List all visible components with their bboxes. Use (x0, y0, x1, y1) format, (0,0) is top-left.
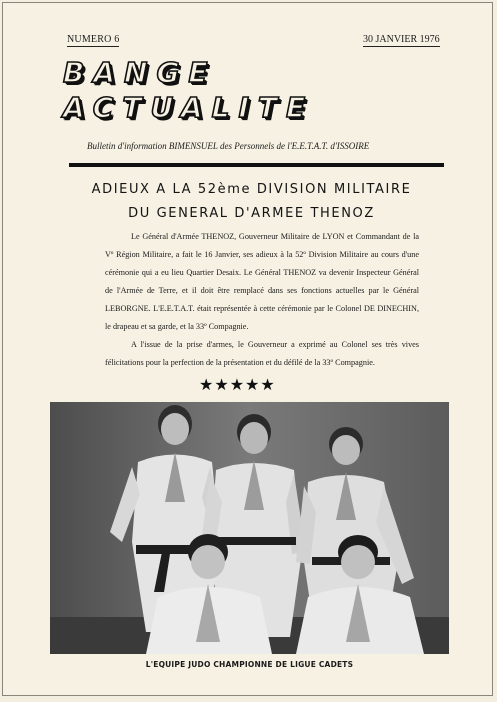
masthead-subtitle: Bulletin d'information BIMENSUEL des Personnels de l'E.E.T.A.T. d'ISSOIRE (87, 141, 370, 151)
judo-team-photo-illustration (50, 402, 449, 654)
masthead-title-line-2: ACTUALITE (63, 91, 315, 124)
article-headline-line-2: DU GENERAL D'ARMEE THENOZ (128, 206, 375, 221)
judo-team-photo (50, 402, 449, 654)
issue-date: 30 JANVIER 1976 (363, 34, 440, 45)
photo-caption: L'EQUIPE JUDO CHAMPIONNE DE LIGUE CADETS (145, 660, 354, 669)
issue-number: NUMERO 6 (67, 34, 120, 45)
article-paragraph-1: Le Général d'Armée THENOZ, Gouverneur Militaire de LYON et Commandant de la Vº Région Militaire, a fait le 16 Janvier, ses adieux à la 52º Division Militaire au cours d'une cérémonie qui a eu lieu Quartier Desaix. Le Général THENOZ va devenir Inspecteur Général de l'Armée de Terre, et il doit être remplacé dans ses fonctions actuelles par le Général LEBORGNE. L'E.E.T.A.T. était représentée à cette cérémonie par le Colonel DE DINECHIN, le drapeau et sa garde, et la 33º Compagnie. (105, 232, 419, 331)
article-headline-line-1: ADIEUX A LA 52ème DIVISION MILITAIRE (91, 182, 412, 197)
masthead-title-line-1: BANGE (63, 56, 217, 89)
masthead-rule (69, 163, 444, 167)
article-paragraph-2: A l'issue de la prise d'armes, le Gouverneur a exprimé au Colonel ses très vives félicitations pour la perfection de la présentation et du défilé de la 33º Compagnie. (105, 340, 419, 367)
newsletter-page (2, 2, 493, 696)
star-separator: ★★★★★ (199, 377, 276, 394)
